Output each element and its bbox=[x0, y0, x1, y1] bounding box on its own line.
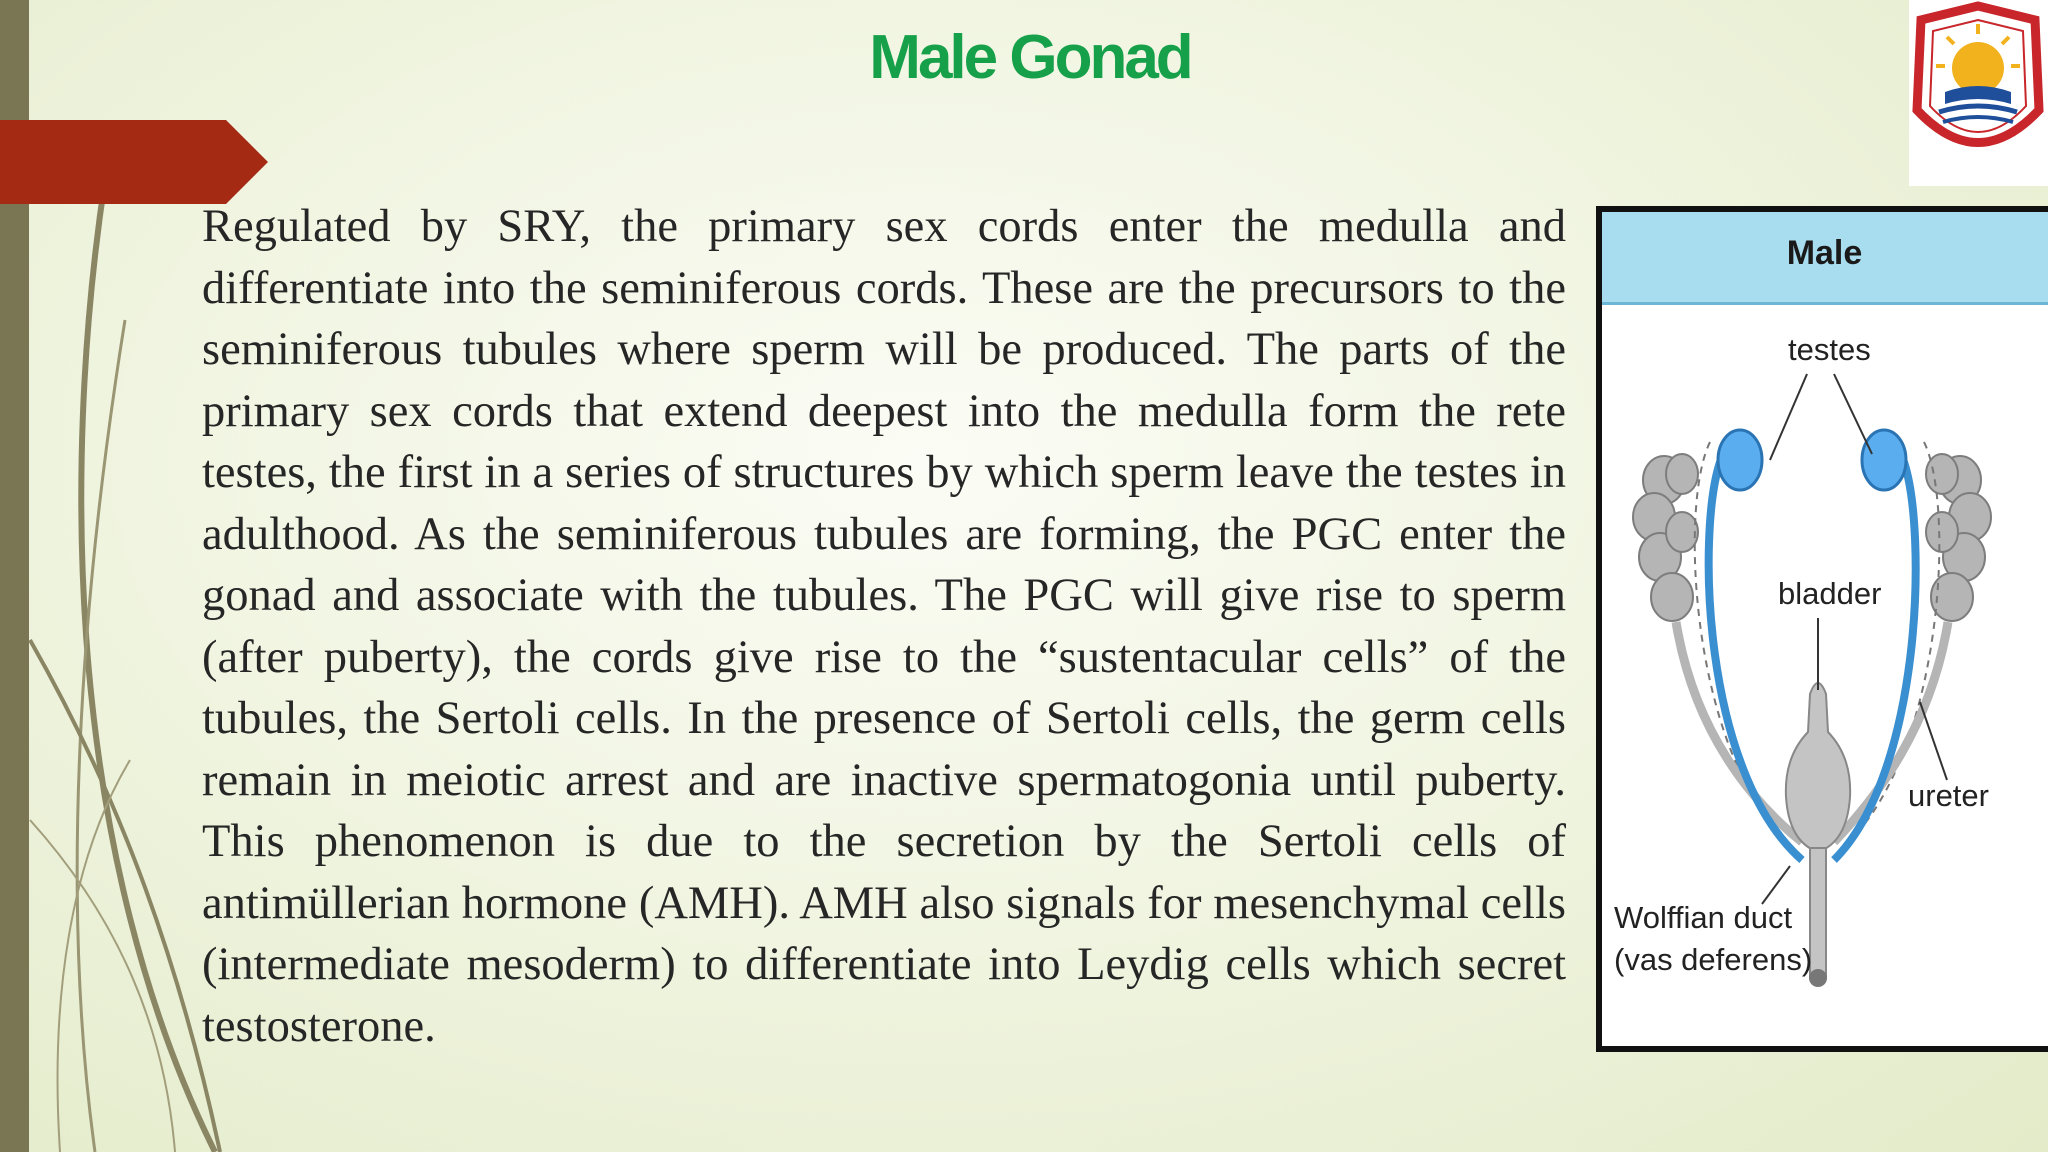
left-testis bbox=[1718, 430, 1762, 490]
slide-body-text: Regulated by SRY, the primary sex cords enter the medulla and differentiate into the seminiferous cords. These are the precursors to the seminiferous tubules where sperm will be produced. The parts of the primary sex cords that extend deepest into the medulla form the rete testes, the first in a series of structures by which sperm leave the testes in adulthood. As the seminiferous tubules are forming, the PGC enter the gonad and associate with the tubules. The PGC will give rise to sperm (after puberty), the cords give rise to the “sustentacular cells” of the tubules, the Sertoli cells. In the presence of Sertoli cells, the germ cells remain in meiotic arrest and are inactive spermatogonia until puberty. This phenomenon is due to the secretion by the Sertoli cells of antimüllerian hormone (AMH). AMH also signals for mesenchymal cells (intermediate mesoderm) to differentiate into Leydig cells which secret testosterone. bbox=[202, 201, 1566, 1052]
urethra bbox=[1810, 848, 1826, 978]
label-testes: testes bbox=[1788, 332, 1871, 367]
right-dashed-duct bbox=[1858, 442, 1939, 832]
male-reproductive-diagram bbox=[1596, 206, 2048, 1052]
diagram-header-label: Male bbox=[1786, 234, 1863, 272]
label-ureter: ureter bbox=[1908, 778, 1989, 813]
left-ureter bbox=[1676, 622, 1802, 842]
label-vas-deferens: (vas deferens) bbox=[1614, 942, 1813, 977]
university-seal-logo bbox=[1909, 0, 2048, 186]
left-kidney bbox=[1633, 454, 1698, 621]
red-arrow-accent bbox=[0, 120, 268, 204]
label-wolffian-duct: Wolffian duct bbox=[1614, 900, 1793, 935]
right-testis bbox=[1862, 430, 1906, 490]
right-kidney bbox=[1926, 454, 1991, 621]
slide-title: Male Gonad bbox=[869, 23, 1191, 92]
label-bladder: bladder bbox=[1778, 576, 1882, 611]
bladder-shape bbox=[1786, 683, 1850, 852]
